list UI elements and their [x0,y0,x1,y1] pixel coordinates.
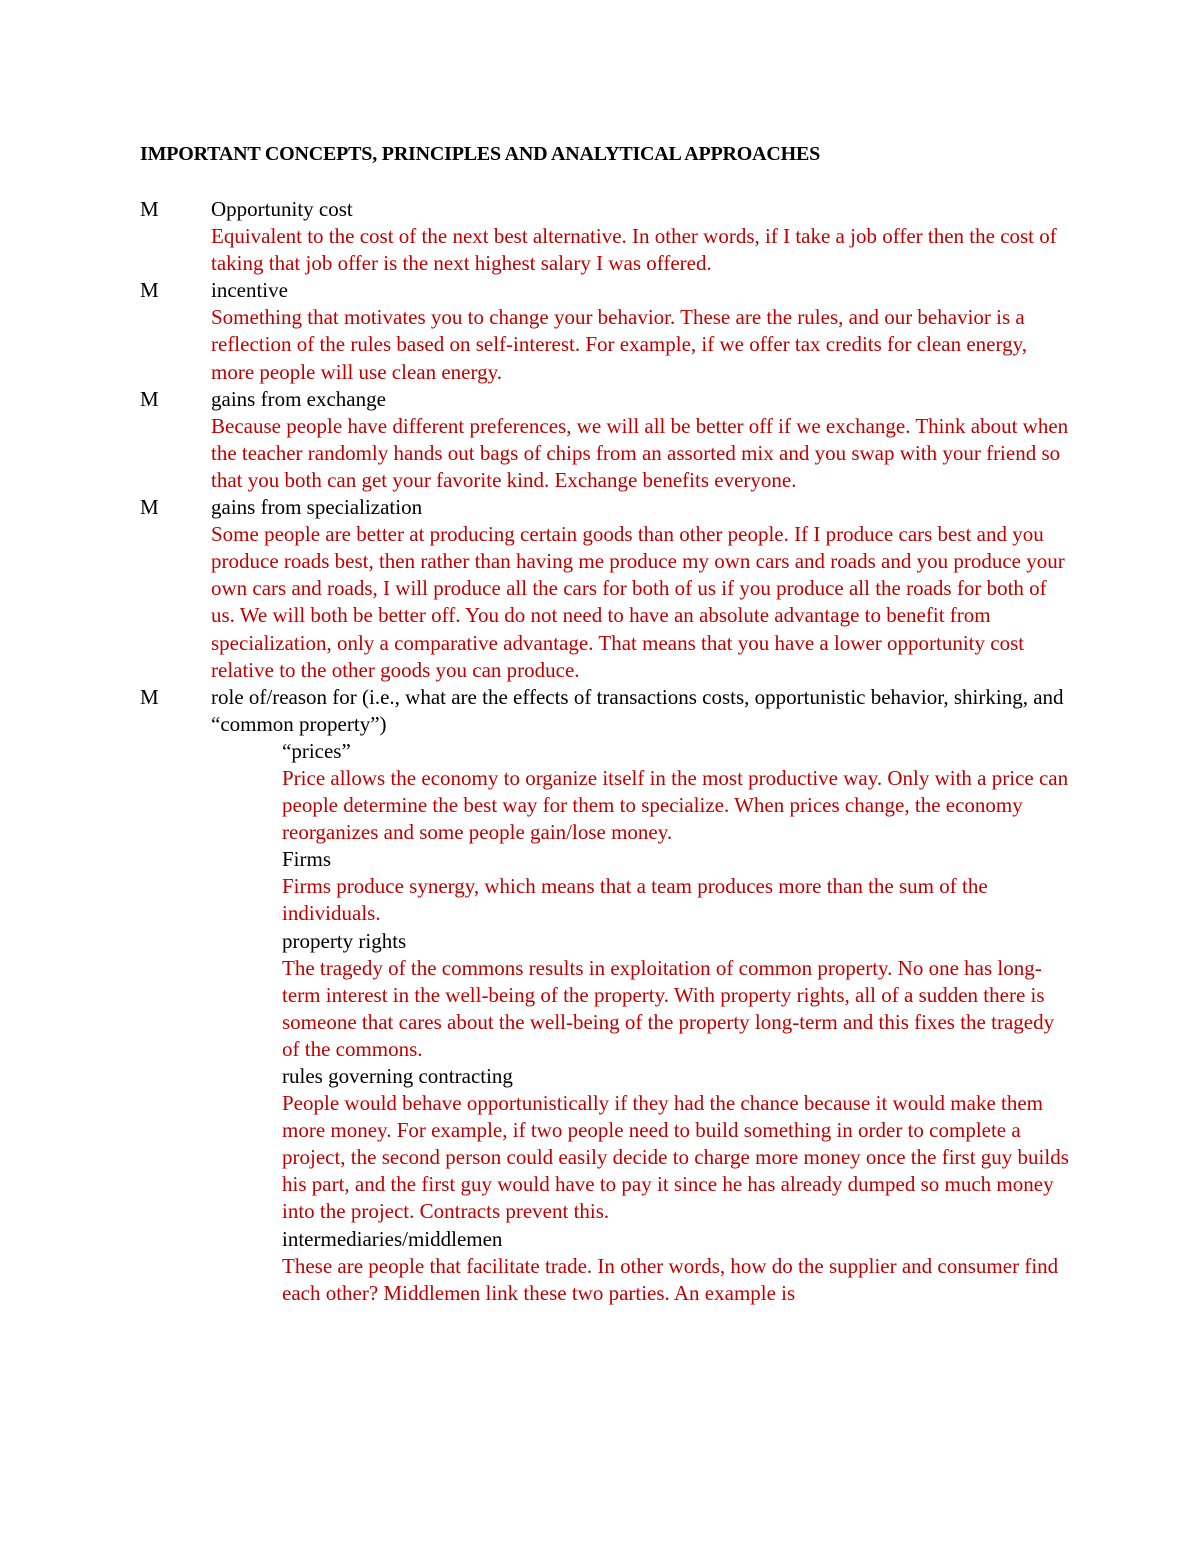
sub-term: Firms [282,847,332,872]
concept-term: gains from exchange [211,386,386,411]
list-item [140,494,1070,684]
sub-item [282,928,1070,1063]
sub-description: Price allows the economy to organize itself in the most productive way. Only with a price can people determine the best way for them to specialize. When prices change, the economy reorganizes and some people gain/lose money. [282,765,1069,845]
sub-item [282,846,1070,927]
sub-description: The tragedy of the commons results in exploitation of common property. No one has long-term interest in the well-being of the property. With property rights, all of a sudden there is someone that cares about the well-being of the property long-term and this fixes the tragedy of the commons. [282,955,1055,1061]
sub-item [282,1063,1070,1226]
list-bullet: M [140,197,159,221]
concept-description: Some people are better at producing certain goods than other people. If I produce cars best and you produce roads best, then rather than having me produce my own cars and roads and you produce your own cars and roads, I will produce all the cars for both of us if you produce all the roads for both of us. We will both be better off. You do not need to have an absolute advantage to benefit from specialization, only a comparative advantage. That means that you have a lower opportunity cost relative to the other goods you can produce. [211,522,1065,682]
sub-term: “prices” [282,738,351,763]
sub-term: property rights [282,928,407,953]
sub-term: rules governing contracting [282,1064,513,1088]
list-bullet: M [140,386,159,411]
concept-term: gains from specialization [211,495,423,520]
concept-description: Something that motivates you to change your behavior. These are the rules, and our behavior is a reflection of the rules based on self-interest. For example, if we offer tax credits for clean energy, more people will use clean energy. [211,305,1027,384]
sub-item [282,738,1070,846]
concept-description: Because people have different preferences, we will all be better off if we exchange. Think about when the teacher randomly hands out bags of chips from an assorted mix and you swap with your friend so that you both can get your favorite kind. Exchange benefits everyone. [211,413,1069,492]
document-title: IMPORTANT CONCEPTS, PRINCIPLES AND ANALYTICAL APPROACHES [140,143,821,165]
sub-item [282,1226,1070,1307]
sub-description: Firms produce synergy, which means that a team produces more than the sum of the individuals. [282,874,988,926]
concept-term: role of/reason for (i.e., what are the effects of transactions costs, opportunistic behavior, shirking, and “common property”) [211,684,1064,736]
sub-list [211,738,1070,1307]
concept-term: Opportunity cost [211,197,353,221]
document-body [140,196,1070,1307]
sub-description: These are people that facilitate trade. In other words, how do the supplier and consumer find each other? Middlemen link these two parties. An example is [282,1253,1059,1305]
sub-description: People would behave opportunistically if they had the chance because it would make them more money. For example, if two people need to build something in order to complete a project, the second person could easily decide to charge more money once the first guy builds his part, and the first guy would have to pay it since he has already dumped so much money into the project. Contracts prevent this. [282,1091,1069,1224]
concept-description: Equivalent to the cost of the next best alternative. In other words, if I take a job offer then the cost of taking that job offer is the next highest salary I was offered. [211,224,1057,276]
list-item [140,277,1070,385]
sub-term: intermediaries/middlemen [282,1226,503,1251]
list-item [140,684,1070,1307]
list-bullet: M [140,495,159,520]
list-item [140,386,1070,494]
list-bullet: M [140,278,159,303]
list-bullet: M [140,684,159,709]
concept-term: incentive [211,278,288,303]
list-item [140,196,1070,277]
